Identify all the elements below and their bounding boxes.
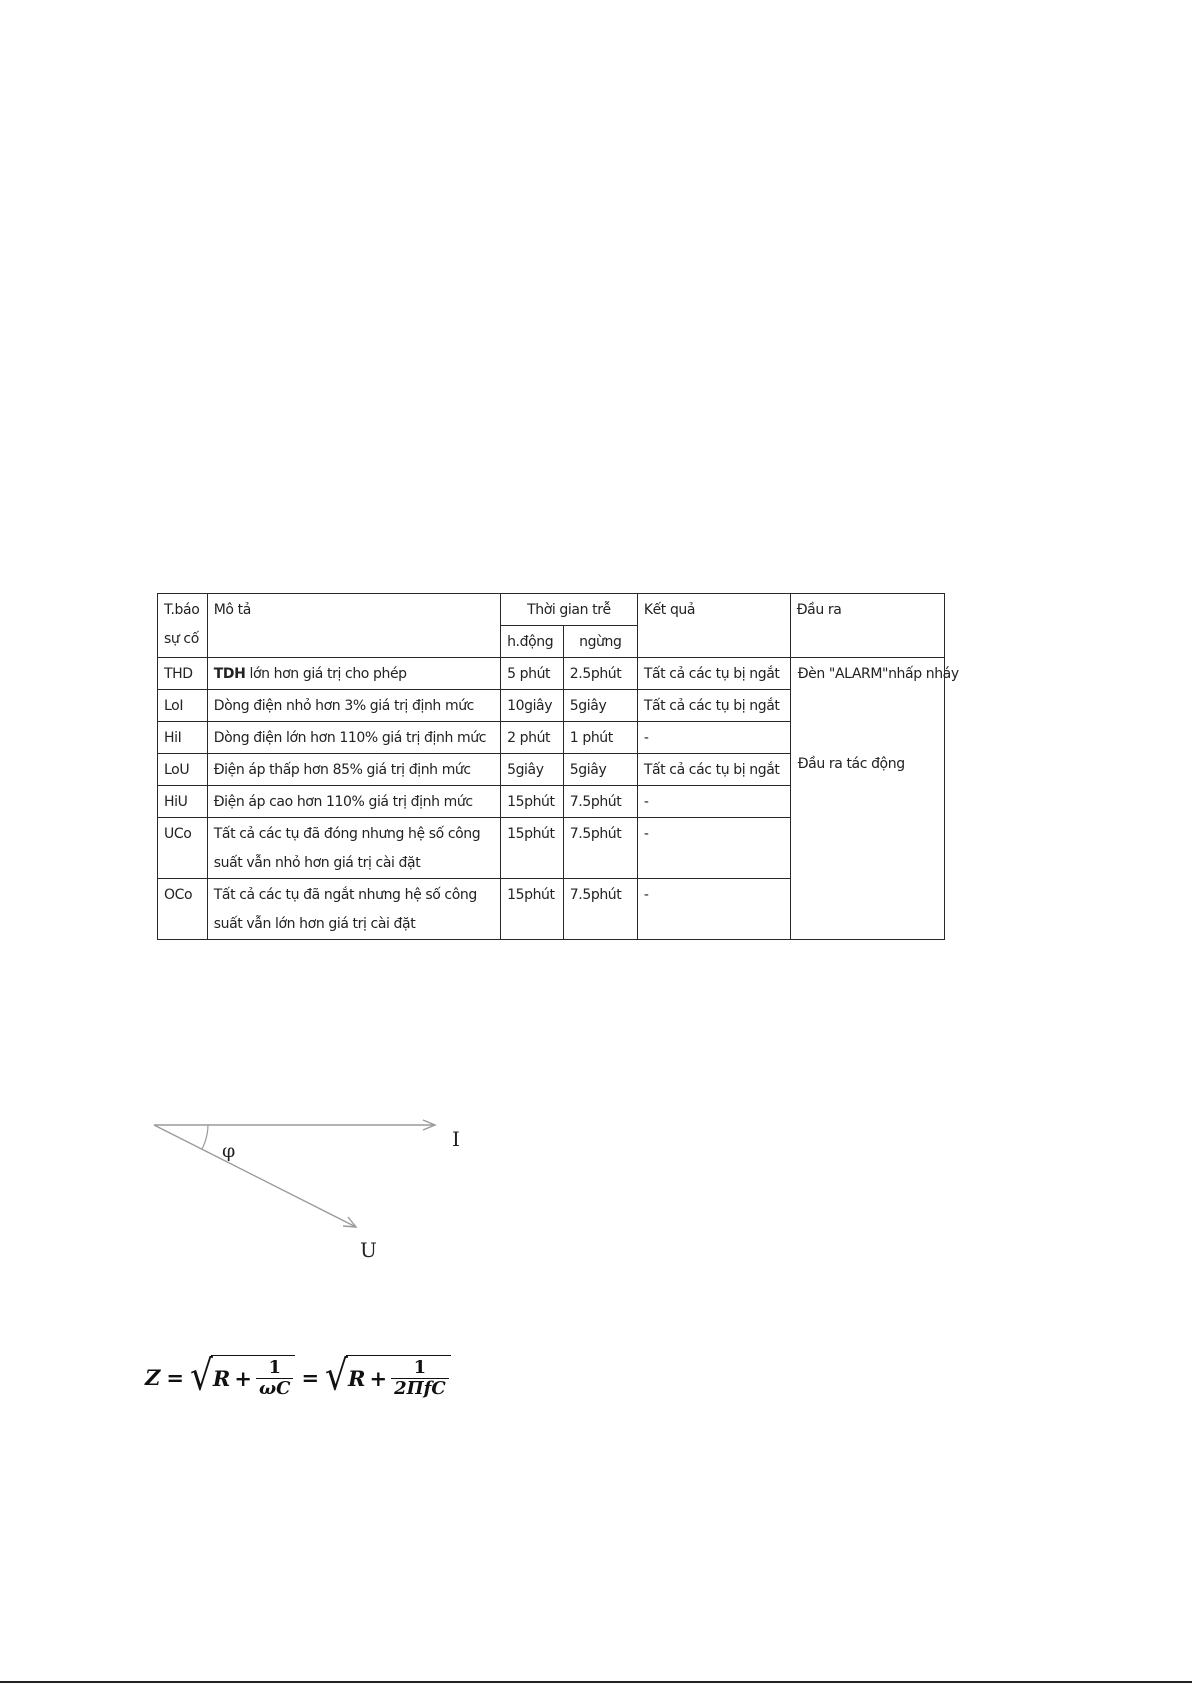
- start-delay: 10giây: [501, 690, 564, 722]
- fraction-denominator: ωC: [256, 1378, 293, 1399]
- page-bottom-rule: [0, 1681, 1192, 1683]
- impedance-formula: [145, 1348, 451, 1406]
- formula-fraction-1: [256, 1358, 293, 1399]
- fault-result: -: [637, 879, 790, 940]
- fault-alarm-table: [157, 593, 959, 940]
- stop-delay: 5giây: [563, 754, 637, 786]
- stop-delay: 7.5phút: [563, 879, 637, 940]
- phase-angle-arc: [202, 1125, 208, 1149]
- radical-sign-icon: √: [325, 1352, 348, 1400]
- fault-description: Dòng điện nhỏ hơn 3% giá trị định mức: [207, 690, 500, 722]
- voltage-vector: [154, 1125, 356, 1227]
- fault-code: LoI: [158, 690, 208, 722]
- fault-description: Tất cả các tụ đã ngắt nhưng hệ số công suất vẫn lớn hơn giá trị cài đặt: [207, 879, 500, 940]
- formula-z: Z: [145, 1364, 161, 1390]
- radical-sign-icon: √: [189, 1352, 213, 1400]
- phase-angle-label: φ: [222, 1140, 236, 1162]
- stop-delay: 2.5phút: [563, 658, 637, 690]
- fault-result: Tất cả các tụ bị ngắt: [637, 658, 790, 690]
- header-output: Đầu ra: [790, 594, 944, 658]
- formula-equals-2: =: [301, 1364, 320, 1390]
- header-code-line2: sự cố: [164, 631, 199, 647]
- start-delay: 5giây: [501, 754, 564, 786]
- formula-sqrt-1: [189, 1352, 295, 1400]
- formula-sqrt-2: [325, 1352, 451, 1400]
- fault-description: Dòng điện lớn hơn 110% giá trị định mức: [207, 722, 500, 754]
- table-header-row: [158, 594, 945, 626]
- header-fault-code: [158, 594, 208, 658]
- fraction-numerator: 1: [268, 1357, 281, 1378]
- stop-delay: 5giây: [563, 690, 637, 722]
- phasor-diagram: [140, 1110, 470, 1260]
- fault-code: HiI: [158, 722, 208, 754]
- formula-plus: +: [369, 1366, 388, 1391]
- fault-description-text: lớn hơn giá trị cho phép: [245, 666, 407, 682]
- fault-code: UCo: [158, 818, 208, 879]
- formula-fraction-2: [391, 1358, 449, 1399]
- fault-description: Điện áp thấp hơn 85% giá trị định mức: [207, 754, 500, 786]
- fault-description: [207, 658, 500, 690]
- formula-r: R: [348, 1366, 366, 1391]
- stop-delay: 1 phút: [563, 722, 637, 754]
- formula-r: R: [212, 1366, 231, 1391]
- fault-result: -: [637, 722, 790, 754]
- header-stop-delay: ngừng: [563, 626, 637, 658]
- fraction-numerator: 1: [413, 1357, 427, 1378]
- current-label: I: [452, 1127, 460, 1151]
- formula-radicand-2: [346, 1355, 451, 1399]
- header-delay-time: Thời gian trễ: [501, 594, 638, 626]
- header-description: Mô tả: [207, 594, 500, 658]
- fault-description: Điện áp cao hơn 110% giá trị định mức: [207, 786, 500, 818]
- output-alarm-text: Đèn "ALARM"nhấp nháy: [797, 666, 959, 682]
- formula-radicand-1: [211, 1355, 296, 1399]
- fault-result: -: [637, 818, 790, 879]
- start-delay: 15phút: [501, 879, 564, 940]
- table-row: [158, 658, 945, 690]
- fault-code: OCo: [158, 879, 208, 940]
- start-delay: 5 phút: [501, 658, 564, 690]
- stop-delay: 7.5phút: [563, 818, 637, 879]
- formula-plus: +: [234, 1366, 252, 1391]
- header-code-line1: T.báo: [164, 602, 200, 618]
- fault-code: THD: [158, 658, 208, 690]
- formula-equals-1: =: [166, 1364, 184, 1390]
- fault-result: Tất cả các tụ bị ngắt: [637, 690, 790, 722]
- stop-delay: 7.5phút: [563, 786, 637, 818]
- fault-code: HiU: [158, 786, 208, 818]
- start-delay: 2 phút: [501, 722, 564, 754]
- fraction-denominator: 2ΠfC: [391, 1378, 449, 1399]
- header-start-delay: h.động: [501, 626, 564, 658]
- header-result: Kết quả: [637, 594, 790, 658]
- fault-description-bold: TDH: [213, 666, 246, 682]
- start-delay: 15phút: [501, 786, 564, 818]
- fault-result: Tất cả các tụ bị ngắt: [637, 754, 790, 786]
- output-cell: [790, 658, 959, 940]
- voltage-label: U: [360, 1238, 377, 1260]
- fault-result: -: [637, 786, 790, 818]
- output-action-text: Đầu ra tác động: [797, 756, 905, 772]
- fault-description: Tất cả các tụ đã đóng nhưng hệ số công suất vẫn nhỏ hơn giá trị cài đặt: [207, 818, 500, 879]
- fault-code: LoU: [158, 754, 208, 786]
- start-delay: 15phút: [501, 818, 564, 879]
